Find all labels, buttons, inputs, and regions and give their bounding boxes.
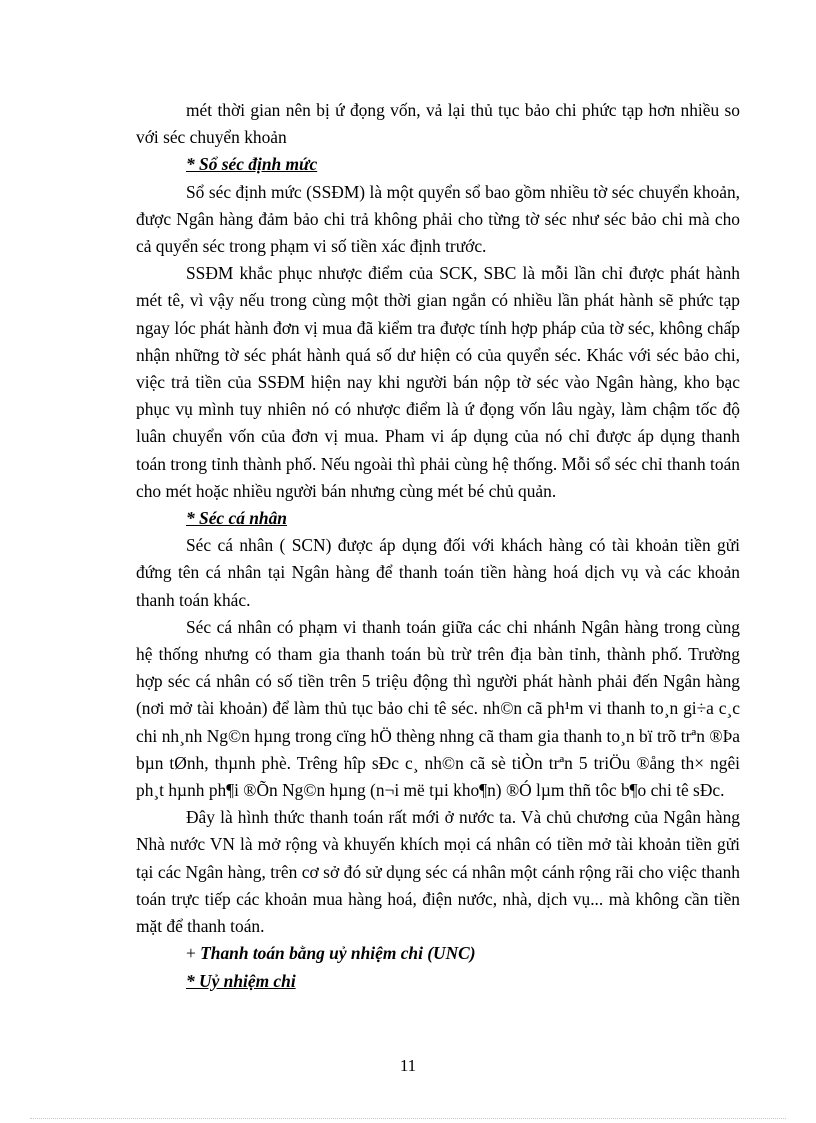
heading-uy-nhiem-chi — [136, 968, 740, 995]
page-number: 11 — [399, 1056, 417, 1075]
paragraph-scn-policy: Đây là hình thức thanh toán rất mới ở nước ta. Và chủ chương của Ngân hàng Nhà nước VN là mở rộng và khuyến khích mọi cá nhân có tiền mở tài khoản tiền gửi tại các Ngân hàng, trên cơ sở đó sử dụng séc cá nhân một cánh rộng rãi cho việc thanh toán trực tiếp các khoản mua hàng hoá, điện nước, nhà, dịch vụ... mà không cần tiền mặt để thanh toán. — [136, 807, 740, 937]
paragraph-ssdm-definition: Sổ séc định mức (SSĐM) là một quyển sổ bao gồm nhiều tờ séc chuyển khoản, được Ngân hàng đảm bảo chi trả không phải cho từng tờ séc như séc bảo chi mà cho cả quyển séc trong phạm vi số tiền xác định trước. — [136, 181, 740, 257]
heading-uy-nhiem-chi-text: * Uỷ nhiệm chi — [186, 970, 296, 991]
paragraph-scn-definition: Séc cá nhân ( SCN) được áp dụng đối với khách hàng có tài khoản tiền gửi đứng tên cá nhân tại Ngân hàng để thanh toán tiền hàng hoá dịch vụ và các khoản thanh toán khác. — [136, 535, 740, 610]
heading-so-sec-dinh-muc-text: * Sổ séc định mức — [186, 154, 318, 175]
paragraph-continued: mét thời gian nên bị ứ đọng vốn, vả lại thủ tục bảo chi phức tạp hơn nhiều so với séc chuyển khoản — [136, 100, 740, 148]
footer-divider — [30, 1118, 786, 1119]
heading-so-sec-dinh-muc — [136, 151, 740, 178]
paragraph-scn-scope: Séc cá nhân có phạm vi thanh toán giữa các chi nhánh Ngân hàng trong cùng hệ thống nhưng có tham gia thanh toán bù trừ trên địa bàn tỉnh, thành phố. Trường hợp séc cá nhân có số tiền trên 5 triệu động thì người phát hành phải đến Ngân hàng (nơi mở tài khoản) để làm thủ tục bảo chi tê séc. nh©n cã ph¹m vi thanh to¸n gi÷a c¸c chi nh¸nh Ng©n hµng trong cïng hÖ thèng nhng cã tham gia thanh to¸n bï trõ trªn ®Þa bµn tØnh, thµnh phè. Trêng hîp sÐc c¸ nh©n cã sè tiÒn trªn 5 triÖu ®ång th× ngêi ph¸t hµnh ph¶i ®Õn Ng©n hµng (n¬i më tµi kho¶n) ®Ó lµm thñ tôc b¶o chi tê sÐc. — [136, 616, 740, 801]
heading-sec-ca-nhan-text: * Séc cá nhân — [186, 508, 287, 529]
heading-unc-text: Thanh toán bằng uỷ nhiệm chi (UNC) — [200, 943, 476, 964]
page-body — [136, 97, 740, 995]
heading-thanh-toan-unc — [136, 940, 740, 967]
heading-sec-ca-nhan — [136, 505, 740, 532]
paragraph-ssdm-details: SSĐM khắc phục nhược điểm của SCK, SBC là mỗi lần chỉ được phát hành mét tê, vì vậy nếu trong cùng một thời gian ngắn có nhiều lần phát hành sẽ phức tạp ngay lóc phát hành đơn vị mua đã kiểm tra được tính hợp pháp của tờ séc, không chấp nhận những tờ séc phát hành quá số dư hiện có của quyển séc. Khác với séc bảo chi, việc trả tiền của SSĐM hiện nay khi người bán nộp tờ séc vào Ngân hàng, kho bạc phục vụ mình tuy nhiên nó có nhược điểm là ứ đọng vốn lâu ngày, làm chậm tốc độ luân chuyển vốn của đơn vị mua. Pham vi áp dụng của nó chỉ được áp dụng thanh toán trong tỉnh thành phố. Nếu ngoài thì phải cùng hệ thống. Mỗi sổ séc chỉ thanh toán cho mét hoặc nhiều người bán nhưng cùng mét bé chủ quản. — [136, 263, 740, 501]
heading-unc-prefix: + — [186, 943, 201, 964]
